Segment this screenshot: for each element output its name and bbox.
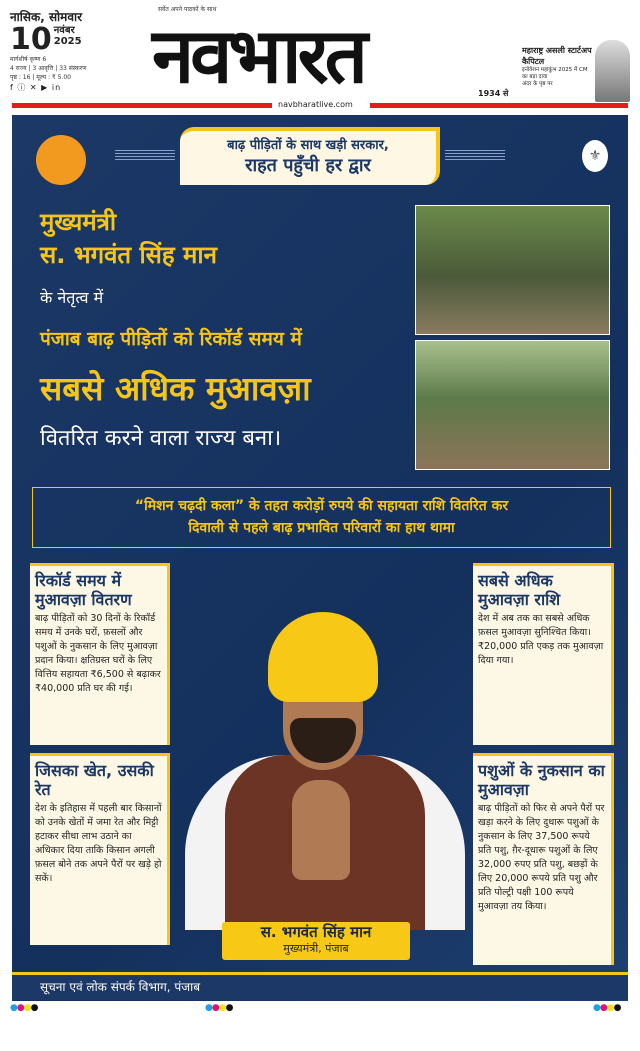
- banner-line2: राहत पहुँची हर द्वार: [245, 155, 371, 176]
- date-day: 10: [10, 22, 52, 57]
- city-day: नासिक, सोमवार: [10, 10, 83, 24]
- name-label: [222, 922, 410, 960]
- flood-visit-photo: [415, 205, 610, 335]
- cmyk-marks: ●●●●: [205, 1003, 233, 1013]
- box-text: बाढ़ पीड़ितों को 30 दिनों के रिकॉर्ड समय में उनके घरों, फ़सलों और पशुओं के नुकसान के लिए मुआवज़ा प्रदान किया। क्षतिग्रस्त घरों के लिए वित्तिय सहायता ₹6,500 से बढ़ाकर ₹40,000 प्रति घर की गई।: [35, 613, 161, 694]
- decor-lines: [445, 150, 505, 162]
- info-box: [473, 753, 614, 965]
- box-text: बाढ़ पीड़ितों को फिर से अपने पैरों पर खड़ा करने के लिए दुधारू पशुओं के नुकसान के लिए 37,500 रूपये प्रति पशु, ग़ैर-दूधारू पशुओं के लिए 32,000 रुपए प्रति पशु, बछड़ों के लिए 20,000 रूपये प्रति पशु और प्रति पोल्ट्री पक्षी 100 रूपये मुआवज़ा तय किया।: [478, 803, 605, 912]
- divider: [12, 103, 272, 108]
- social-icons[interactable]: f ⓘ ✕ ▶ in: [10, 83, 62, 92]
- tithi: मार्गशीर्ष कृष्ण 6: [10, 56, 47, 63]
- newspaper-logo: नवभारत: [152, 11, 364, 100]
- cmyk-marks: ●●●●: [593, 1003, 621, 1013]
- footer-dept: सूचना एवं लोक संपर्क विभाग, पंजाब: [12, 972, 628, 1000]
- headline-1: मुख्यमंत्री: [40, 208, 117, 236]
- cm-name: स. भगवंत सिंह मान: [260, 923, 372, 941]
- website[interactable]: navbharatlive.com: [278, 100, 353, 109]
- teaser-link: अंदर के पृष्ठ पर: [522, 81, 553, 87]
- cm-role: मुख्यमंत्री, पंजाब: [283, 942, 349, 955]
- box-title: रिकॉर्ड समय में मुआवज़ा वितरण: [35, 571, 132, 609]
- headline-5: सबसे अधिक मुआवज़ा: [40, 369, 311, 408]
- info-box: [473, 563, 614, 745]
- seal-logo: [36, 135, 86, 185]
- headline-4: पंजाब बाढ़ पीड़ितों को रिकॉर्ड समय में: [40, 328, 302, 350]
- editions: 4 राज्य | 3 आवृत्ति | 33 संस्करण: [10, 65, 87, 72]
- headline-2: स. भगवंत सिंह मान: [40, 241, 217, 269]
- date-block: [10, 8, 88, 93]
- month: नवंबर: [53, 25, 75, 36]
- livestock-photo: [415, 340, 610, 470]
- box-text: देश के इतिहास में पहली बार किसानों को उनके खेतों में जमा रेत और मिट्टी हटाकर सीधा लाभ उठाने का अधिकार दिया ताकि किसान अगली फ़सल बोने तक अपने पैरों पर खड़े हो सकें।: [35, 803, 162, 884]
- info-box: [30, 753, 170, 945]
- box-title: सबसे अधिक मुआवज़ा राशि: [478, 571, 561, 609]
- year: 2025: [53, 36, 82, 47]
- pages-price: पृष्ठ : 16 | मूल्य : ₹ 5.00: [10, 74, 71, 81]
- mission-line2: दिवाली से पहले बाढ़ प्रभावित परिवारों का हाथ थामा: [188, 520, 455, 536]
- banner-line1: बाढ़ पीड़ितों के साथ खड़ी सरकार,: [227, 138, 389, 153]
- headline-banner: [180, 127, 440, 185]
- box-title: जिसका खेत, उसकी रेत: [35, 761, 154, 799]
- decor-lines: [115, 150, 175, 162]
- teaser-sub: इनोवेशन महाकुंभ 2025 में CM का बड़ा दावा: [522, 67, 588, 80]
- box-title: पशुओं के नुकसान का मुआवज़ा: [478, 761, 605, 799]
- punjab-emblem-icon: ⚜: [582, 140, 608, 172]
- teaser-photo: [595, 40, 630, 102]
- teaser-title: महाराष्ट्र असली स्टार्टअप कैपिटल: [522, 46, 592, 66]
- mission-box: [32, 487, 611, 548]
- tagline: सर्वेत अपने पाठकों के साथ: [158, 6, 217, 13]
- box-text: देश में अब तक का सबसे अधिक फ़सल मुआवज़ा सुनिश्चित किया। ₹20,000 प्रति एकड़ तक मुआवज़ा दिया गया।: [478, 613, 604, 666]
- mission-line1: “मिशन चढ़दी कला” के तहत करोड़ों रुपये की सहायता राशि वितरित कर: [134, 498, 509, 514]
- headline-3: के नेतृत्व में: [40, 288, 104, 307]
- teaser: [522, 45, 592, 88]
- cm-portrait-hands: [292, 780, 350, 880]
- divider: [370, 103, 628, 108]
- info-box: [30, 563, 170, 745]
- since: 1934 से: [478, 89, 509, 98]
- headline-6: वितरित करने वाला राज्य बना।: [40, 426, 282, 451]
- cmyk-marks: ●●●●: [10, 1003, 38, 1013]
